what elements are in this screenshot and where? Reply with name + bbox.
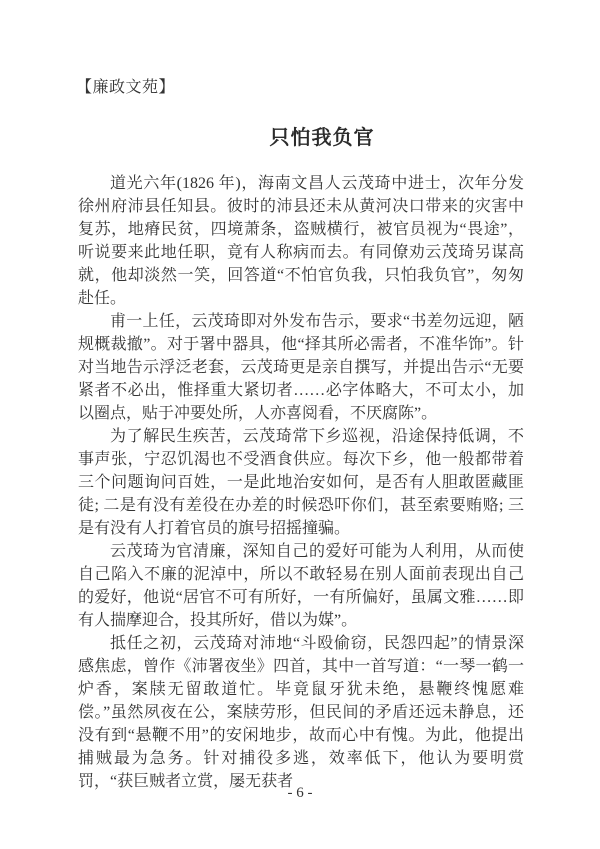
paragraph-3: 为了解民生疾苦，云茂琦常下乡巡视，沿途保持低调，不事声张，宁忍饥渴也不受酒食供应。每次下乡，他一般都带着三个问题询问百姓，一是此地治安如何，是否有人胆敢匿藏匪徒; 二是有没有差役在办差的时候恐吓你们，甚至索要贿赂; 三是有没有人打着官员的旗号招摇撞骗。 — [78, 428, 524, 537]
paragraph-5: 抵任之初，云茂琦对沛地“斗殴偷窃，民怨四起”的情景深感焦虑，曾作《沛署夜坐》四首，其中一首写道：“一琴一鹤一炉香，案牍无留敢道忙。毕竟鼠牙犹未绝，悬鞭终愧愿难偿。”虽然夙夜在公，案牍劳形，但民间的矛盾还远未静息，还没有到“悬鞭不用”的安闲地步，故而心中有愧。为此，他提出捕贼最为急务。针对捕役多逃，效率低下，他认为要明赏罚，“获巨贼者立赏，屡无获者 — [78, 635, 524, 790]
paragraph-2: 甫一上任，云茂琦即对外发布告示，要求“书差勿远迎，陋规概裁撤”。对于署中器具，他“择其所必需者，不准华饰”。针对当地告示浮泛老套，云茂琦更是亲自撰写，并提出告示“无要紧者不必出，惟择重大紧切者……必字体略大，不可太小，加以圈点，贴于冲要处所，人亦喜阅看，不厌腐陈”。 — [78, 313, 524, 422]
section-tag: 【廉政文苑】 — [76, 79, 176, 96]
page-number: - 6 - — [287, 785, 313, 801]
article-body — [78, 172, 524, 793]
paragraph-1: 道光六年(1826 年)，海南文昌人云茂琦中进士，次年分发徐州府沛县任知县。彼时的沛县还未从黄河决口带来的灾害中复苏，地瘠民贫，四境萧条，盗贼横行，被官员视为“畏途”，听说要来此地任职，竟有人称病而去。有同僚劝云茂琦另谋高就，他却淡然一笑，回答道“不怕官负我，只怕我负官”，匆匆赴任。 — [78, 175, 524, 307]
paragraph-4: 云茂琦为官清廉，深知自己的爱好可能为人利用，从而使自己陷入不廉的泥淖中，所以不敢轻易在别人面前表现出自己的爱好，他说“居官不可有所好，一有所偏好，虽属文雅……即有人揣摩迎合，投其所好，借以为媒”。 — [78, 543, 524, 629]
article-title: 只怕我负官 — [269, 127, 375, 149]
